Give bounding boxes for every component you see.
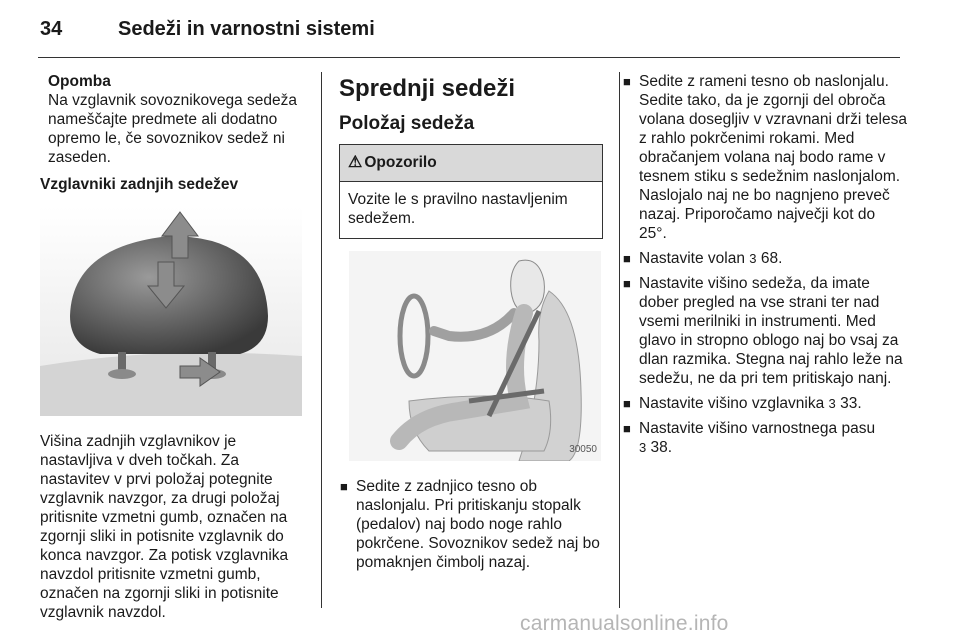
image-code: 30050 bbox=[569, 444, 597, 455]
list-item-text: Nastavite višino sedeža, da imate dober pregled na vse strani ter nad vsemi merilniki in instrumenti. Med glavo in stropno oblogo naj bo vsaj za dlan razmika. Stegna naj rahlo leže na sedežu, ne da pri tem pritiskajo nanj. bbox=[639, 275, 903, 387]
column-divider-2 bbox=[619, 72, 620, 608]
page-ref-icon: 3 bbox=[749, 251, 757, 266]
col2-bullet-list bbox=[339, 477, 604, 572]
bullet-icon: ■ bbox=[340, 479, 348, 494]
warning-box bbox=[339, 144, 603, 239]
headrest-illustration bbox=[40, 206, 302, 416]
header-divider bbox=[38, 57, 900, 58]
bullet-icon: ■ bbox=[623, 276, 631, 291]
subheading-seat-position: Položaj sedeža bbox=[339, 113, 475, 134]
page-header bbox=[40, 16, 920, 56]
warning-title: Opozorilo bbox=[364, 154, 437, 171]
list-item-text: Sedite z rameni tesno ob naslonjalu. Sedite tako, da je zgornji del obroča volana dosegljiv v vzravnani drži telesa z rahlo pokrčenimi rokami. Med obračanjem volana naj bodo rame v tesnem stiku s sedežnim naslonjalom. Naslojalo naj ne bo nagnjeno preveč nazaj. Priporočamo največji kot do 25°. bbox=[639, 73, 907, 242]
rear-headrest-body: Višina zadnjih vzglavnikov je nastavljiva v dveh točkah. Za nastavitev v prvi položaj potegnite vzglavnik navzgor, za drugi položaj pritisnite vzmetni gumb, označen na zgornji sliki in potisnite vzglavnik do konca navzgor. Za potisk vzglavnika navzdol pritisnite vzmetni gumb, označen na zgornji sliki in potisnite vzglavnik navzdol. bbox=[40, 433, 289, 621]
warning-body: Vozite le s pravilno nastavljenim sedežem. bbox=[348, 191, 568, 227]
driver-seat-illustration bbox=[339, 251, 601, 461]
list-item bbox=[622, 72, 907, 243]
page-title: Sedeži in varnostni sistemi bbox=[118, 18, 375, 40]
list-item-text: Nastavite višino vzglavnika bbox=[639, 395, 825, 412]
heading-front-seats: Sprednji sedeži bbox=[339, 75, 516, 102]
list-item-text: Sedite z zadnjico tesno ob naslonjalu. Pri pritiskanju stopalk (pedalov) naj bodo noge rahlo pokrčene. Sovoznikov sedež naj bo pomaknjen čimbolj nazaj. bbox=[356, 478, 600, 571]
warning-icon: ⚠ bbox=[348, 154, 363, 171]
column-1 bbox=[40, 72, 308, 622]
bullet-icon: ■ bbox=[623, 396, 631, 411]
bullet-icon: ■ bbox=[623, 421, 631, 436]
bullet-icon: ■ bbox=[623, 251, 631, 266]
page-ref[interactable]: 38. bbox=[650, 439, 673, 456]
watermark: carmanualsonline.info bbox=[520, 612, 729, 635]
column-divider-1 bbox=[321, 72, 322, 608]
list-item bbox=[622, 419, 907, 457]
note-title: Opomba bbox=[48, 73, 111, 90]
column-3 bbox=[622, 72, 907, 463]
list-item bbox=[622, 394, 907, 413]
column-2 bbox=[339, 72, 604, 578]
list-item-text: Nastavite višino varnostnega pasu bbox=[639, 420, 876, 437]
headrest-drawing bbox=[40, 206, 302, 416]
page-ref-icon: 3 bbox=[828, 396, 836, 411]
list-item-text: Nastavite volan bbox=[639, 250, 745, 267]
section-title-rear-headrests: Vzglavniki zadnjih sedežev bbox=[40, 176, 239, 193]
page-ref[interactable]: 68. bbox=[760, 250, 783, 267]
list-item bbox=[622, 274, 907, 388]
list-item bbox=[339, 477, 604, 572]
note-body: Na vzglavnik sovoznikovega sedeža nameščajte predmete ali dodatno opremo le, če sovoznikov sedež ni zaseden. bbox=[48, 92, 297, 166]
col3-bullet-list bbox=[622, 72, 907, 457]
page-number: 34 bbox=[40, 18, 63, 40]
bullet-icon: ■ bbox=[623, 74, 631, 89]
list-item bbox=[622, 249, 907, 268]
page-ref[interactable]: 33. bbox=[840, 395, 862, 412]
warning-header bbox=[340, 145, 602, 182]
page-ref-icon: 3 bbox=[639, 440, 647, 455]
note-block bbox=[40, 72, 308, 167]
driver-seat-drawing bbox=[339, 251, 601, 461]
